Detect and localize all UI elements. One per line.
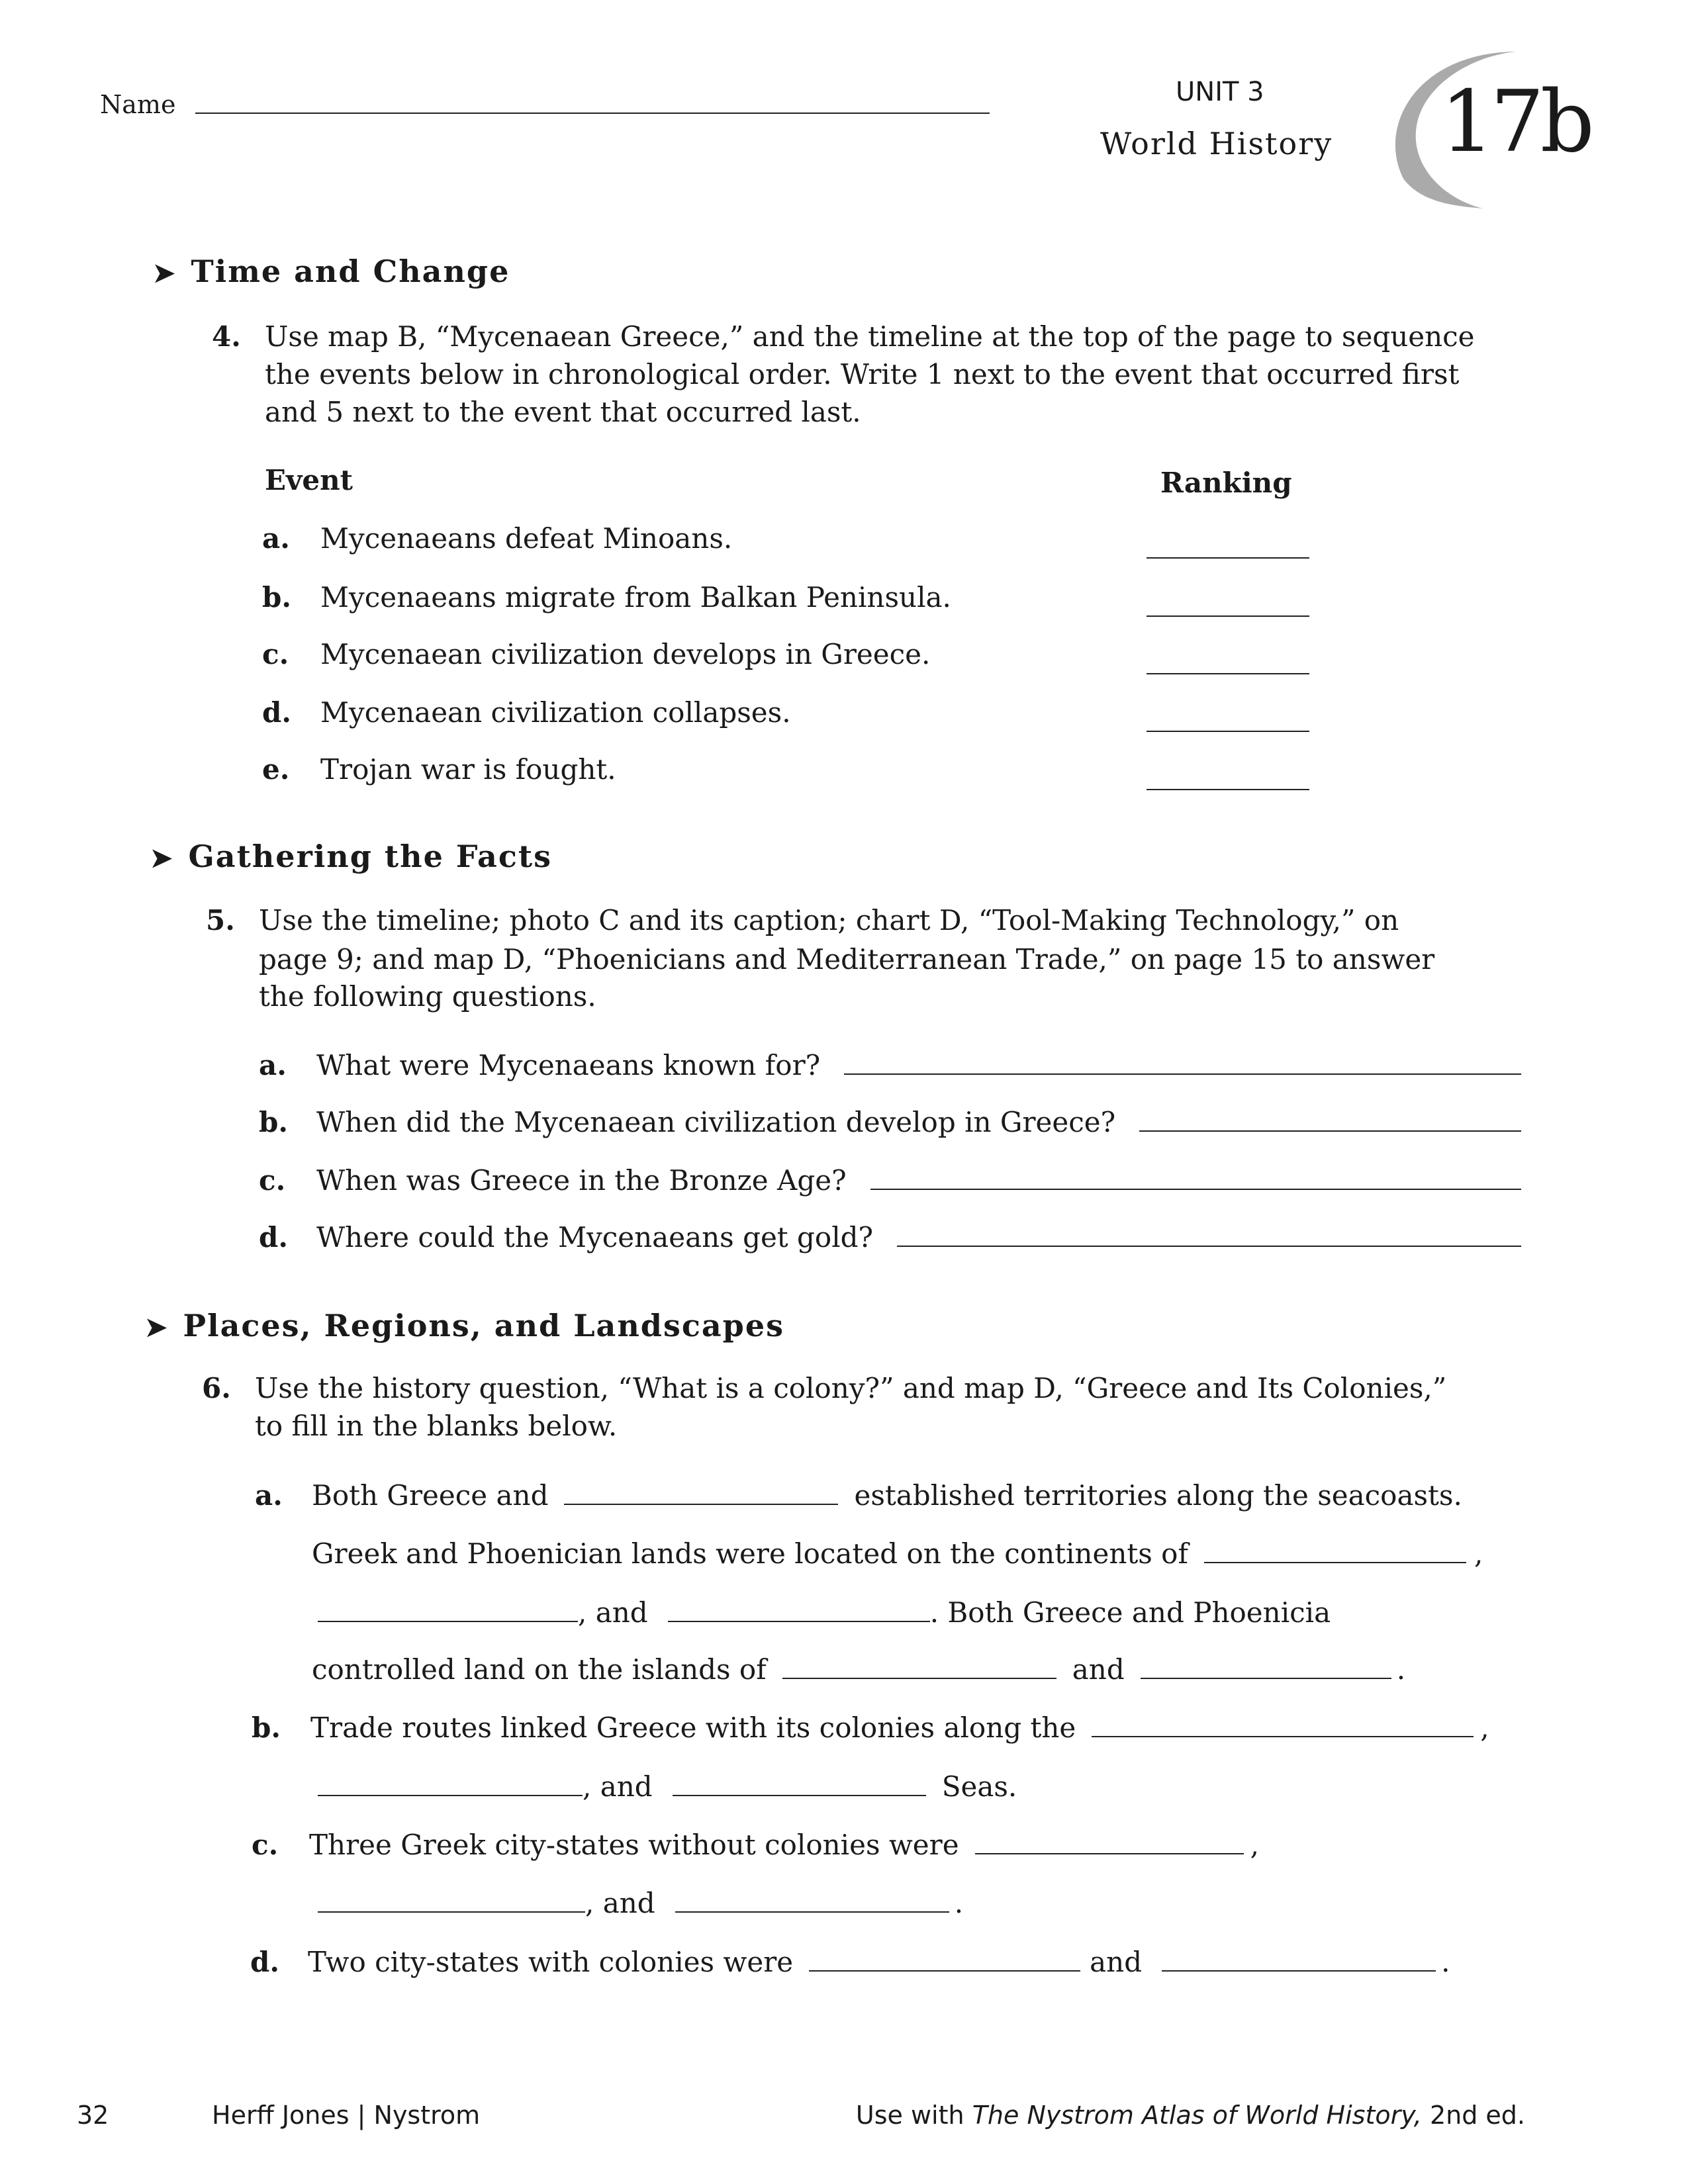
text: . Both Greece and Phoenicia bbox=[929, 1596, 1331, 1629]
text: Both Greece and bbox=[312, 1479, 549, 1512]
question-number: 5. bbox=[206, 904, 235, 936]
ranking-blank[interactable] bbox=[1147, 615, 1309, 617]
arrow-icon: ➤ bbox=[145, 1312, 169, 1343]
item-letter: d. bbox=[262, 696, 291, 729]
answer-blank[interactable] bbox=[1162, 1944, 1436, 1972]
text: , and bbox=[578, 1596, 648, 1629]
fill-line bbox=[309, 1827, 1259, 1864]
publisher: Herff Jones | Nystrom bbox=[212, 2101, 481, 2130]
list-item bbox=[262, 520, 732, 557]
item-text: Mycenaeans defeat Minoans. bbox=[320, 522, 733, 555]
question-text: and 5 next to the event that occurred last. bbox=[265, 396, 861, 428]
answer-blank[interactable] bbox=[564, 1477, 838, 1505]
text: and bbox=[1090, 1946, 1143, 1978]
fill-line bbox=[318, 1594, 1331, 1631]
answer-blank[interactable] bbox=[844, 1047, 1521, 1075]
item-letter: b. bbox=[252, 1711, 281, 1744]
text: established territories along the seacoasts. bbox=[854, 1479, 1462, 1512]
answer-blank[interactable] bbox=[809, 1944, 1080, 1972]
item-letter: b. bbox=[262, 581, 291, 614]
list-item bbox=[262, 636, 930, 673]
item-letter: a. bbox=[255, 1479, 283, 1512]
answer-blank[interactable] bbox=[1204, 1535, 1466, 1563]
question-number: 6. bbox=[202, 1372, 231, 1404]
list-item bbox=[262, 751, 616, 788]
answer-blank[interactable] bbox=[1141, 1651, 1391, 1679]
ranking-blank[interactable] bbox=[1147, 673, 1309, 674]
item-letter: d. bbox=[259, 1221, 288, 1253]
unit-label: UNIT 3 bbox=[1176, 77, 1264, 107]
item-text: Mycenaeans migrate from Balkan Peninsula. bbox=[320, 581, 951, 614]
section-heading-places-regions-landscapes bbox=[145, 1306, 784, 1347]
heading-text: Gathering the Facts bbox=[188, 839, 552, 874]
ranking-blank[interactable] bbox=[1147, 789, 1309, 790]
text: Seas. bbox=[941, 1770, 1017, 1803]
text: Trade routes linked Greece with its colonies along the bbox=[310, 1711, 1076, 1744]
page-number: 32 bbox=[77, 2101, 109, 2130]
text: . bbox=[954, 1887, 964, 1919]
text: . bbox=[1441, 1946, 1450, 1978]
heading-text: Places, Regions, and Landscapes bbox=[183, 1308, 785, 1343]
text: 2nd ed. bbox=[1421, 2101, 1525, 2130]
fill-line bbox=[318, 1768, 1017, 1805]
list-item bbox=[259, 1162, 1521, 1199]
book-title: The Nystrom Atlas of World History, bbox=[972, 2101, 1422, 2130]
item-letter: e. bbox=[262, 753, 290, 786]
item-text: Mycenaean civilization develops in Greece. bbox=[320, 638, 931, 670]
answer-blank[interactable] bbox=[675, 1885, 949, 1913]
item-letter: b. bbox=[259, 1106, 288, 1138]
item-text: When did the Mycenaean civilization develop in Greece? bbox=[316, 1106, 1116, 1138]
arrow-icon: ➤ bbox=[150, 842, 174, 874]
answer-blank[interactable] bbox=[897, 1219, 1521, 1247]
text: controlled land on the islands of bbox=[312, 1653, 767, 1686]
fill-line bbox=[318, 1885, 963, 1922]
list-item bbox=[259, 1047, 1521, 1084]
ranking-blank[interactable] bbox=[1147, 731, 1309, 732]
answer-blank[interactable] bbox=[1092, 1709, 1474, 1737]
list-item bbox=[262, 694, 791, 731]
answer-blank[interactable] bbox=[673, 1768, 926, 1796]
name-label: Name bbox=[100, 90, 176, 119]
answer-blank[interactable] bbox=[1139, 1104, 1521, 1132]
item-text: What were Mycenaeans known for? bbox=[316, 1049, 821, 1081]
answer-blank[interactable] bbox=[318, 1768, 583, 1796]
question-text: the events below in chronological order. Write 1 next to the event that occurred first bbox=[265, 358, 1460, 390]
question-text: Use map B, “Mycenaean Greece,” and the timeline at the top of the page to sequence bbox=[265, 320, 1475, 353]
subject-label: World History bbox=[1100, 126, 1333, 161]
text: . bbox=[1396, 1653, 1406, 1686]
question-number: 4. bbox=[212, 320, 241, 353]
text: , and bbox=[585, 1887, 655, 1919]
ranking-column-header: Ranking bbox=[1160, 467, 1292, 499]
arrow-icon: ➤ bbox=[153, 257, 177, 289]
question-text: the following questions. bbox=[259, 980, 596, 1013]
question-text: Use the history question, “What is a colony?” and map D, “Greece and Its Colonies,” bbox=[255, 1372, 1447, 1404]
item-letter: c. bbox=[262, 638, 289, 670]
item-text: Mycenaean civilization collapses. bbox=[320, 696, 791, 729]
item-text: Trojan war is fought. bbox=[320, 753, 616, 786]
text: , bbox=[1480, 1711, 1489, 1744]
question-text: Use the timeline; photo C and its caption; chart D, “Tool-Making Technology,” on bbox=[259, 904, 1399, 936]
answer-blank[interactable] bbox=[782, 1651, 1056, 1679]
ranking-blank[interactable] bbox=[1147, 557, 1309, 559]
question-text: to fill in the blanks below. bbox=[255, 1410, 618, 1442]
text: Use with bbox=[855, 2101, 972, 2130]
list-item bbox=[259, 1104, 1521, 1141]
event-column-header: Event bbox=[265, 464, 353, 496]
item-letter: c. bbox=[252, 1829, 279, 1861]
atlas-reference bbox=[856, 2101, 1525, 2130]
item-letter: d. bbox=[250, 1946, 279, 1978]
fill-line bbox=[312, 1651, 1405, 1688]
item-text: When was Greece in the Bronze Age? bbox=[316, 1164, 847, 1197]
worksheet-number: 17b bbox=[1440, 73, 1591, 171]
text: , and bbox=[583, 1770, 653, 1803]
answer-blank[interactable] bbox=[975, 1827, 1244, 1854]
text: , bbox=[1474, 1537, 1483, 1570]
name-field[interactable] bbox=[195, 113, 990, 114]
item-letter: a. bbox=[259, 1049, 287, 1081]
section-heading-gathering-the-facts bbox=[150, 837, 552, 878]
fill-line bbox=[308, 1944, 1450, 1981]
answer-blank[interactable] bbox=[668, 1594, 930, 1622]
item-letter: c. bbox=[259, 1164, 286, 1197]
text: , bbox=[1250, 1829, 1259, 1861]
answer-blank[interactable] bbox=[318, 1594, 578, 1622]
heading-text: Time and Change bbox=[191, 253, 510, 289]
fill-line bbox=[310, 1709, 1489, 1747]
text: Two city-states with colonies were bbox=[308, 1946, 794, 1978]
list-item bbox=[259, 1219, 1521, 1256]
answer-blank[interactable] bbox=[318, 1885, 585, 1913]
text: and bbox=[1072, 1653, 1125, 1686]
list-item bbox=[262, 579, 951, 616]
text: Greek and Phoenician lands were located on the continents of bbox=[312, 1537, 1189, 1570]
item-letter: a. bbox=[262, 522, 290, 555]
section-heading-time-and-change bbox=[153, 251, 510, 293]
question-text: page 9; and map D, “Phoenicians and Mediterranean Trade,” on page 15 to answer bbox=[259, 943, 1435, 976]
item-text: Where could the Mycenaeans get gold? bbox=[316, 1221, 874, 1253]
fill-line bbox=[312, 1535, 1483, 1572]
fill-line bbox=[312, 1477, 1462, 1514]
text: Three Greek city-states without colonies were bbox=[309, 1829, 959, 1861]
answer-blank[interactable] bbox=[870, 1162, 1521, 1190]
